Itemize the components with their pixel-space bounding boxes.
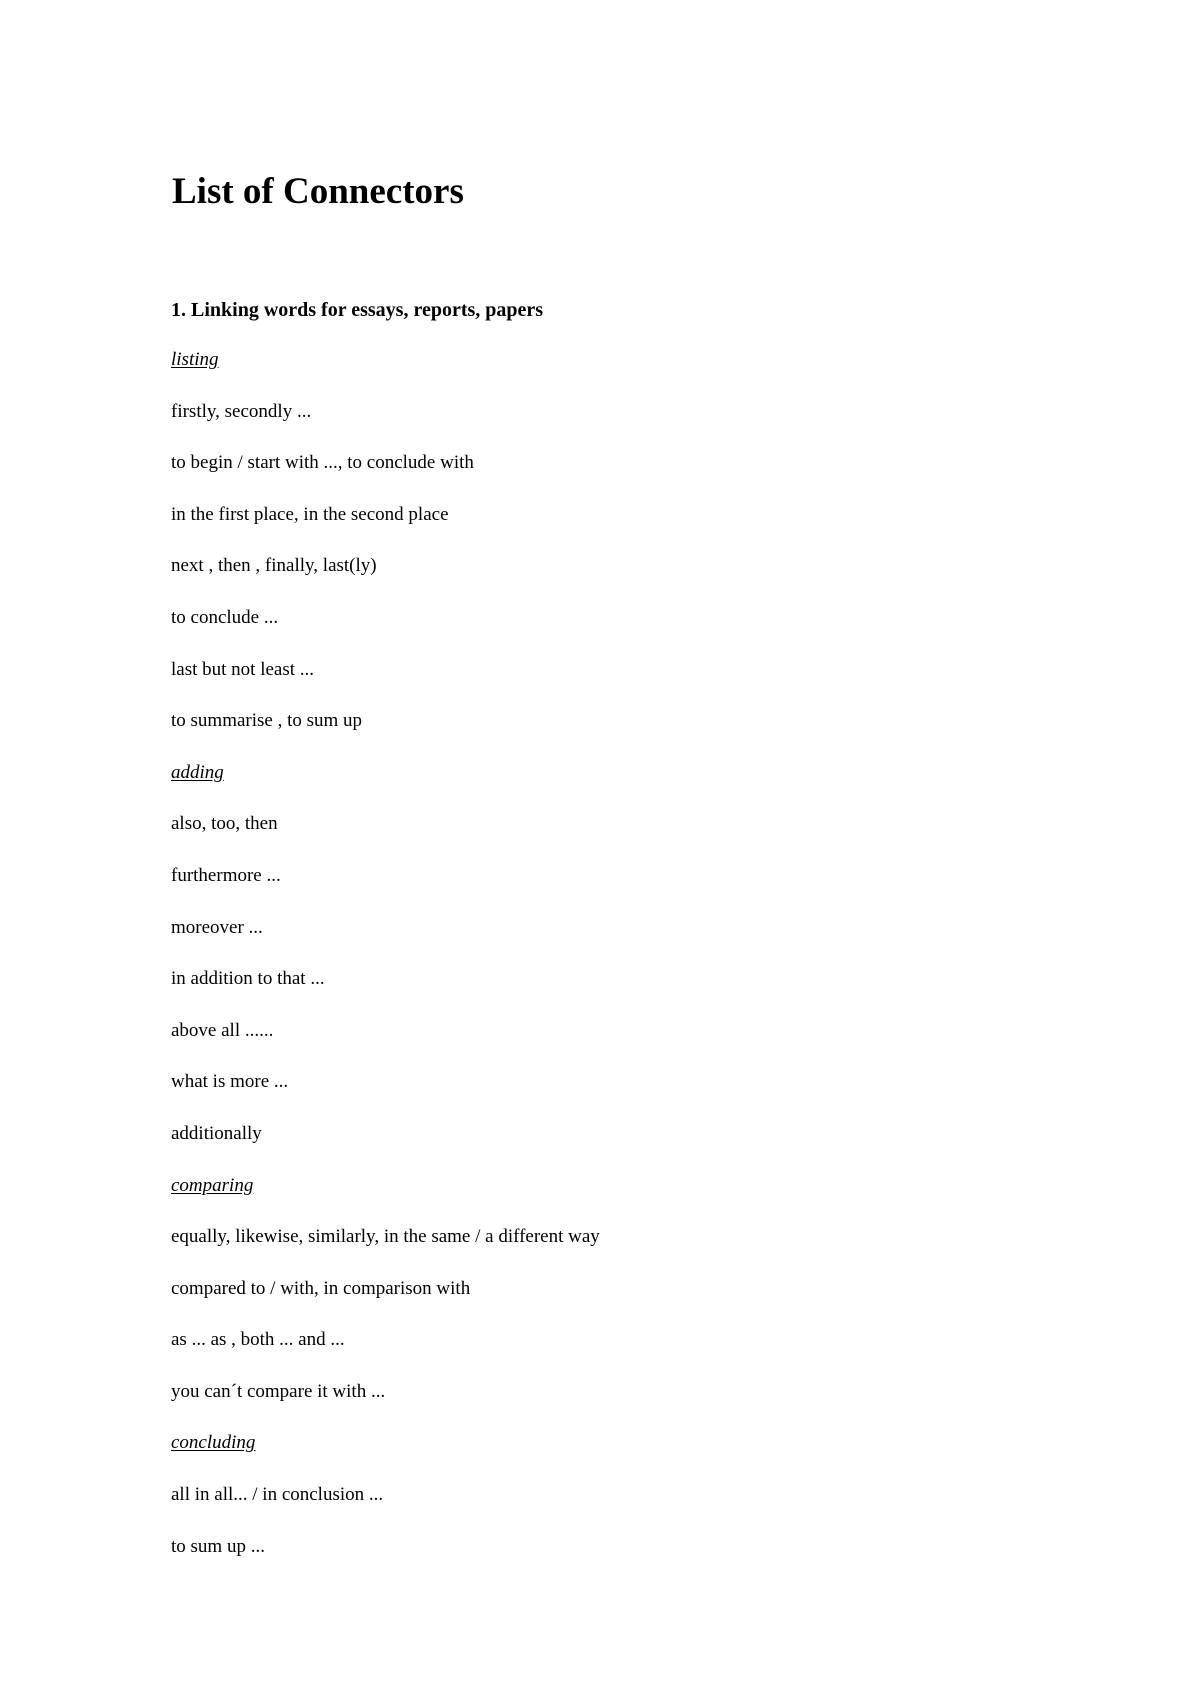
- connector-item: also, too, then: [171, 813, 278, 835]
- connector-item: you can´t compare it with ...: [171, 1380, 386, 1402]
- connector-item: additionally: [171, 1122, 262, 1144]
- category-heading: adding: [171, 761, 224, 783]
- connector-item: to summarise , to sum up: [171, 710, 363, 732]
- connector-item: next , then , finally, last(ly): [171, 555, 377, 577]
- document-title: List of Connectors: [172, 171, 464, 212]
- connector-item: what is more ...: [171, 1071, 289, 1093]
- connector-item: firstly, secondly ...: [171, 400, 312, 422]
- connector-item: to sum up ...: [171, 1535, 265, 1557]
- connector-item: as ... as , both ... and ...: [171, 1329, 345, 1351]
- connector-list: [171, 346, 600, 1584]
- section-heading: 1. Linking words for essays, reports, papers: [171, 299, 544, 321]
- category-heading: listing: [171, 349, 219, 370]
- connector-item: compared to / with, in comparison with: [171, 1277, 471, 1299]
- connector-item: furthermore ...: [171, 864, 281, 886]
- category-heading: concluding: [171, 1432, 256, 1454]
- connector-item: in addition to that ...: [171, 968, 325, 990]
- connector-item: to conclude ...: [171, 606, 279, 628]
- connector-item: equally, likewise, similarly, in the same / a different way: [171, 1226, 600, 1248]
- connector-item: above all ......: [171, 1019, 274, 1041]
- connector-item: to begin / start with ..., to conclude with: [171, 452, 474, 474]
- category-heading: comparing: [171, 1174, 254, 1196]
- connector-item: in the first place, in the second place: [171, 503, 449, 525]
- connector-item: last but not least ...: [171, 658, 315, 680]
- connector-item: moreover ...: [171, 916, 263, 938]
- connector-item: all in all... / in conclusion ...: [171, 1484, 384, 1506]
